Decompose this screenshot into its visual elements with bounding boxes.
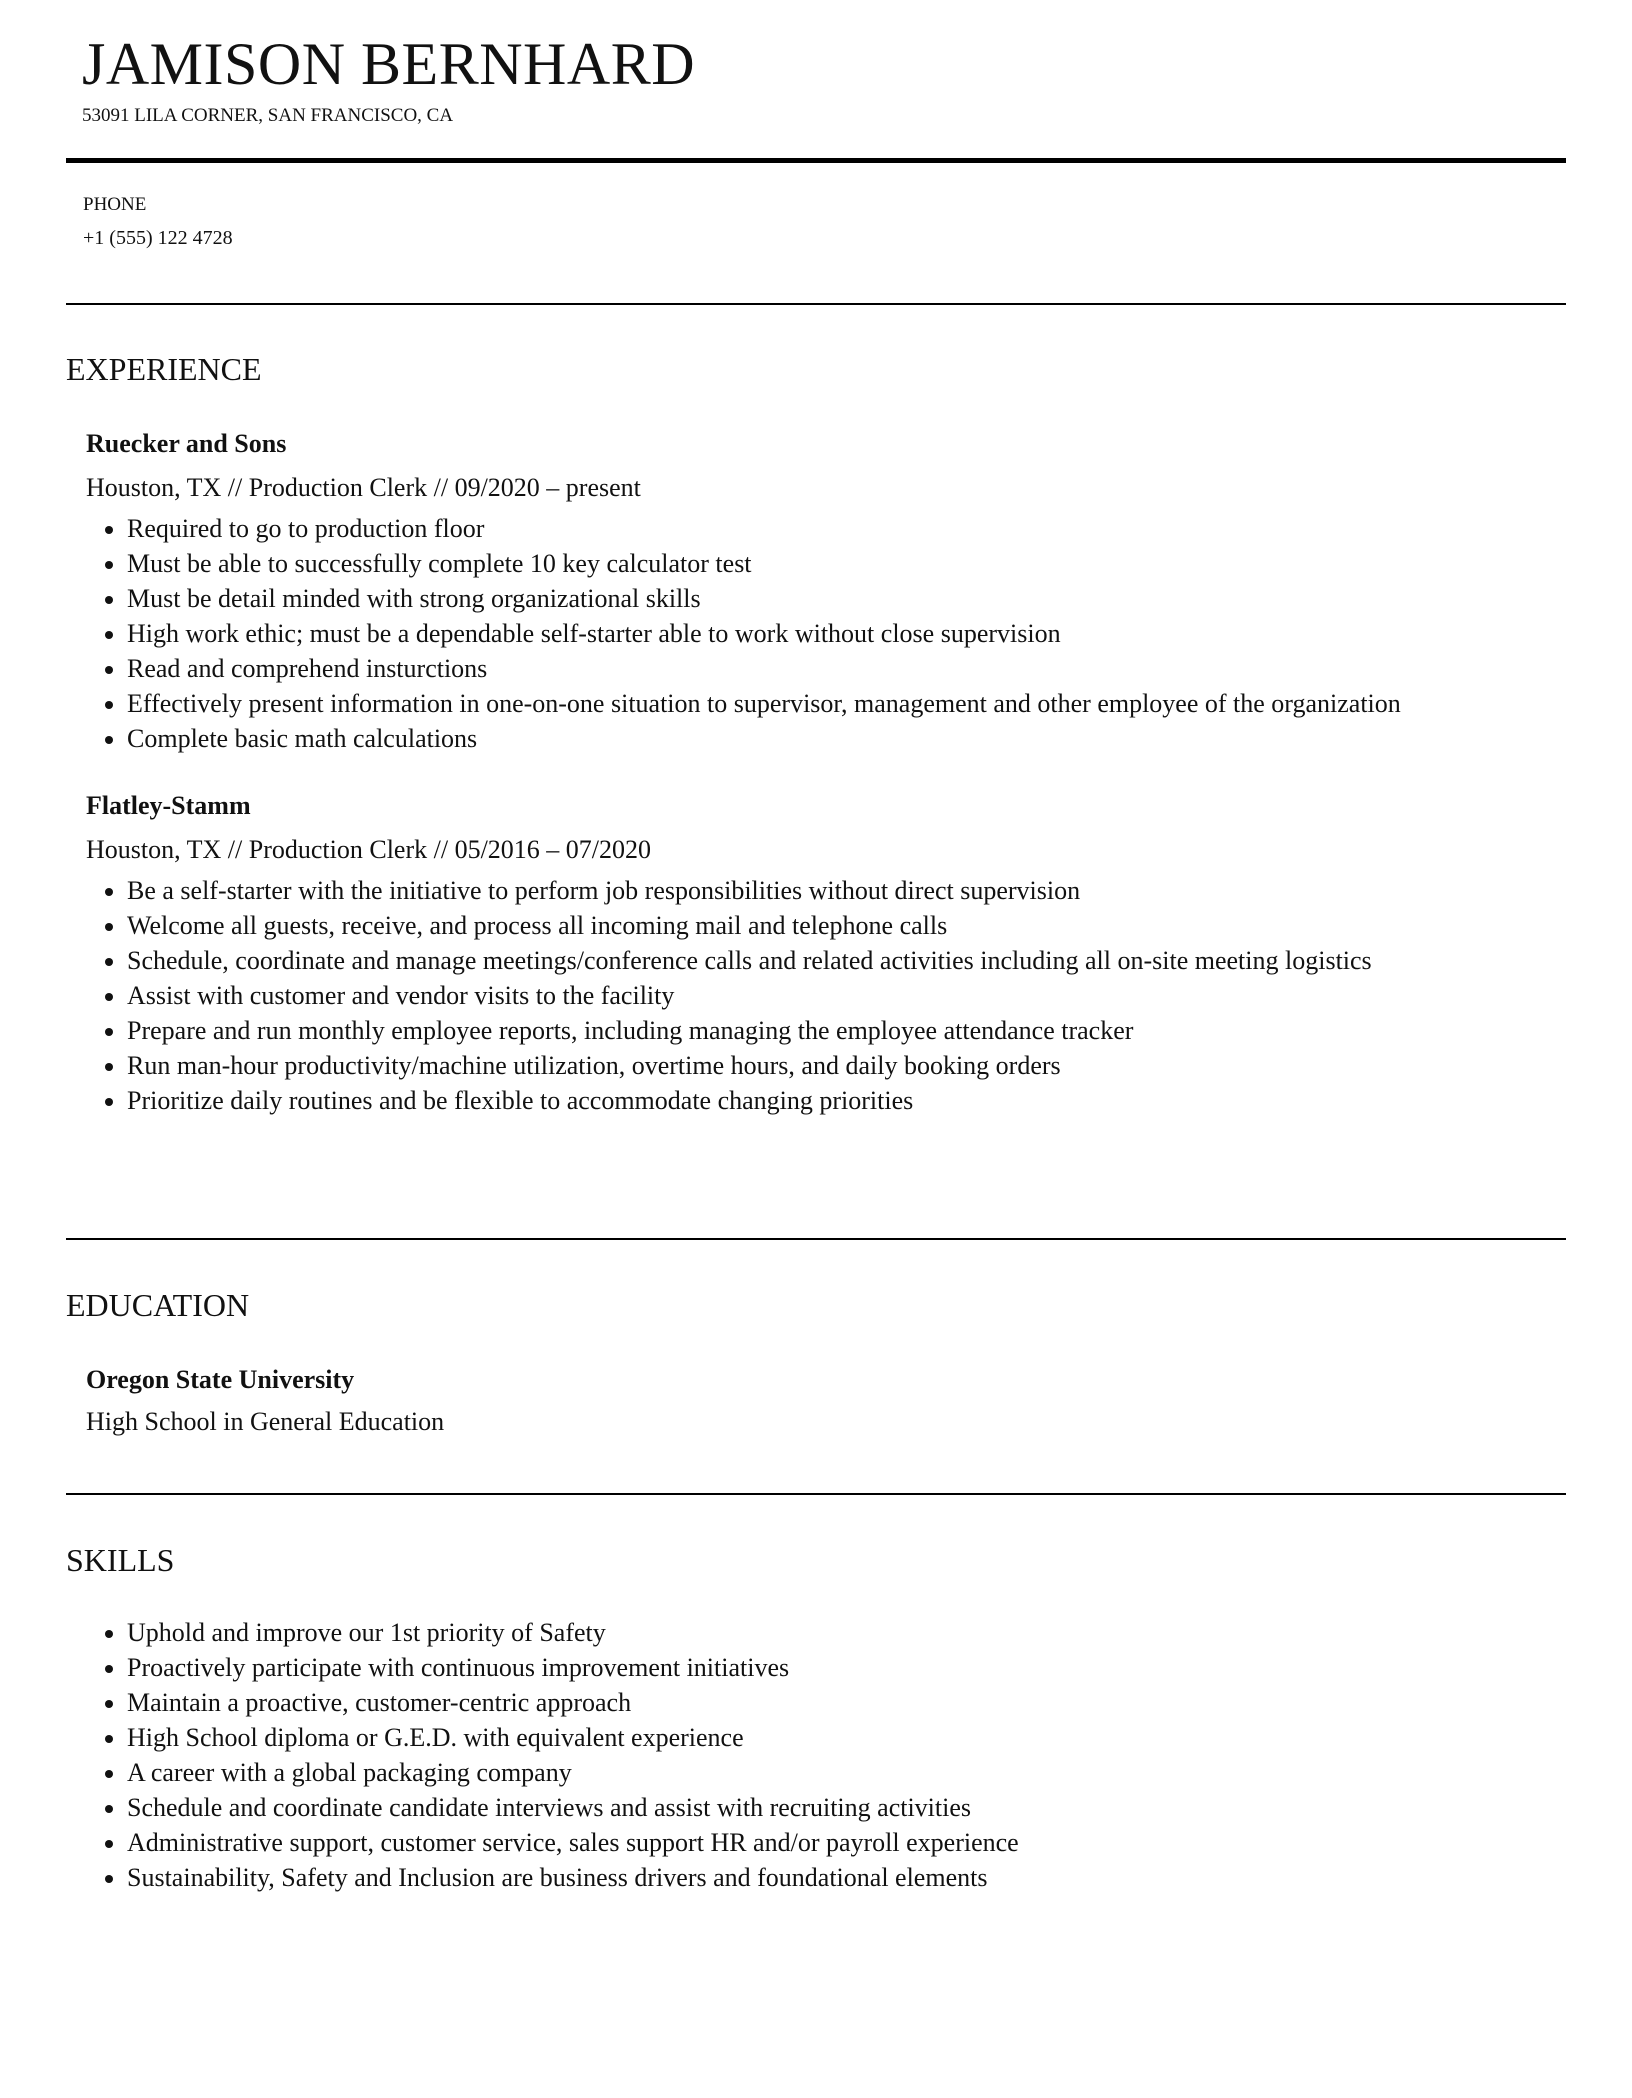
list-item: • Read and comprehend insturctions	[127, 651, 1566, 686]
list-item: • Assist with customer and vendor visits to the facility	[127, 978, 1566, 1013]
address: 53091 LILA CORNER, SAN FRANCISCO, CA	[82, 105, 454, 126]
job-meta: Houston, TX // Production Clerk // 05/2016 – 07/2020	[86, 835, 652, 864]
list-item: • Complete basic math calculations	[127, 721, 1566, 756]
job-entry	[86, 426, 1566, 756]
school-name: Oregon State University	[86, 1365, 355, 1394]
job-meta: Houston, TX // Production Clerk // 09/2020 – present	[86, 473, 641, 502]
list-item: • Run man-hour productivity/machine utilization, overtime hours, and daily booking orders	[127, 1048, 1566, 1083]
phone-number: +1 (555) 122 4728	[83, 227, 233, 249]
section-divider	[66, 1238, 1566, 1240]
list-item: • Must be detail minded with strong organizational skills	[127, 581, 1566, 616]
education-heading: EDUCATION	[66, 1287, 250, 1323]
job-bullets	[86, 511, 1566, 756]
list-item: • Prioritize daily routines and be flexible to accommodate changing priorities	[127, 1083, 1566, 1118]
job-bullets	[86, 873, 1566, 1118]
list-item: • Proactively participate with continuous improvement initiatives	[127, 1650, 1566, 1685]
list-item: • High School diploma or G.E.D. with equivalent experience	[127, 1720, 1566, 1755]
list-item: • Administrative support, customer service, sales support HR and/or payroll experience	[127, 1825, 1566, 1860]
experience-list	[86, 426, 1566, 1118]
list-item: • Schedule, coordinate and manage meetings/conference calls and related activities including all on-site meeting logistics	[127, 943, 1566, 978]
candidate-name: JAMISON BERNHARD	[82, 31, 696, 97]
list-item: • Welcome all guests, receive, and process all incoming mail and telephone calls	[127, 908, 1566, 943]
skills-heading: SKILLS	[66, 1542, 175, 1578]
list-item: • Uphold and improve our 1st priority of Safety	[127, 1615, 1566, 1650]
experience-heading: EXPERIENCE	[66, 351, 262, 387]
list-item: • Effectively present information in one-on-one situation to supervisor, management and other employee of the organization	[127, 686, 1566, 721]
education-entry	[86, 1362, 1566, 1439]
list-item: • A career with a global packaging company	[127, 1755, 1566, 1790]
header-divider	[66, 158, 1566, 163]
list-item: • Prepare and run monthly employee reports, including managing the employee attendance tracker	[127, 1013, 1566, 1048]
skills-list	[86, 1609, 1566, 1895]
job-entry	[86, 788, 1566, 1118]
list-item: • Maintain a proactive, customer-centric approach	[127, 1685, 1566, 1720]
phone-label: PHONE	[83, 194, 147, 215]
list-item: • Sustainability, Safety and Inclusion are business drivers and foundational elements	[127, 1860, 1566, 1895]
section-divider	[66, 303, 1566, 305]
list-item: • Required to go to production floor	[127, 511, 1566, 546]
job-company: Ruecker and Sons	[86, 429, 287, 458]
skills-bullets	[86, 1615, 1566, 1895]
list-item: • High work ethic; must be a dependable self-starter able to work without close supervision	[127, 616, 1566, 651]
list-item: • Must be able to successfully complete 10 key calculator test	[127, 546, 1566, 581]
list-item: • Schedule and coordinate candidate interviews and assist with recruiting activities	[127, 1790, 1566, 1825]
list-item: • Be a self-starter with the initiative to perform job responsibilities without direct supervision	[127, 873, 1566, 908]
section-divider	[66, 1493, 1566, 1495]
degree: High School in General Education	[86, 1407, 445, 1436]
job-company: Flatley-Stamm	[86, 791, 251, 820]
